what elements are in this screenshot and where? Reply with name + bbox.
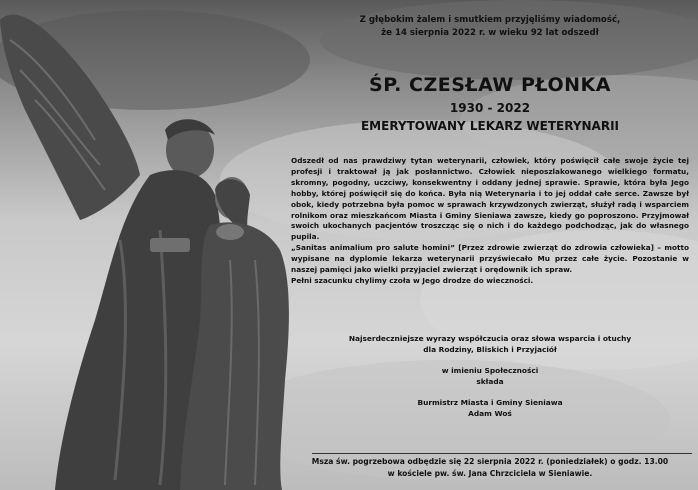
eulogy-text: [291, 156, 689, 287]
deceased-name: ŚP. CZESŁAW PŁONKA: [369, 74, 611, 96]
condolence-line-1: Najserdeczniejsze wyrazy współczucia oraz słowa wsparcia i otuchy: [348, 334, 632, 343]
header-block: [288, 14, 692, 134]
signatory-name: Adam Woś: [468, 409, 512, 418]
profession: EMERYTOWANY LEKARZ WETERYNARII: [360, 119, 620, 133]
condolence-line-2: dla Rodziny, Bliskich i Przyjaciół: [423, 345, 557, 354]
condolence-line-4: składa: [476, 377, 504, 386]
funeral-info: [291, 456, 689, 480]
funeral-line-1: Msza św. pogrzebowa odbędzie się 22 sierpnia 2022 r. (poniedziałek) o godz. 13.00: [311, 457, 669, 466]
condolence-line-3: w imieniu Społeczności: [441, 366, 539, 375]
funeral-line-2: w kościele pw. św. Jana Chrzciciela w Sieniawie.: [387, 469, 593, 478]
condolence-block: [291, 333, 689, 419]
angel-statue-icon: [0, 0, 300, 490]
eulogy-paragraph-3: Pełni szacunku chylimy czoła w Jego drodze do wieczności.: [291, 275, 534, 285]
eulogy-paragraph-1: Odszedł od nas prawdziwy tytan weterynarii, człowiek, który poświęcił całe swoje życie tej profesji i traktował ją jak posłannictwo. Człowiek nieposzlakowanego wielkiego formatu, skromny, pogodny, uczciwy, konsekwentny i oddany jednej sprawie. Sprawie, która była Jego hobby, której poświęcił się do końca. Była nią Weterynaria i to jej oddał całe serce. Zawsze był obok, kiedy potrzebna była pomoc w sprawach krzywdzonych zwierząt, służył radą i wsparciem rolnikom oraz mieszkańcom Miasta i Gminy Sieniawa zawsze, kiedy go poproszono. Przyjmował swoich ukochanych pacjentów troszcząc się o nich i do każdego podchodząc, jak do własnego pupila.: [291, 156, 689, 242]
intro-line-2: że 14 sierpnia 2022 r. w wieku 92 lat odszedł: [381, 28, 599, 38]
life-years: 1930 - 2022: [449, 101, 531, 115]
divider-line: [312, 453, 692, 454]
signatory-title: Burmistrz Miasta i Gminy Sieniawa: [417, 398, 563, 407]
eulogy-paragraph-2: „Sanitas animalium pro salute homini” [Przez zdrowie zwierząt do zdrowia człowieka] – motto wypisane na dyplomie lekarza weterynarii przyświecało Mu przez całe życie. Pozostanie w naszej pamięci jako wielki przyjaciel zwierząt i orędownik ich spraw.: [291, 243, 689, 275]
intro-line-1: Z głębokim żalem i smutkiem przyjęliśmy wiadomość,: [359, 15, 621, 25]
